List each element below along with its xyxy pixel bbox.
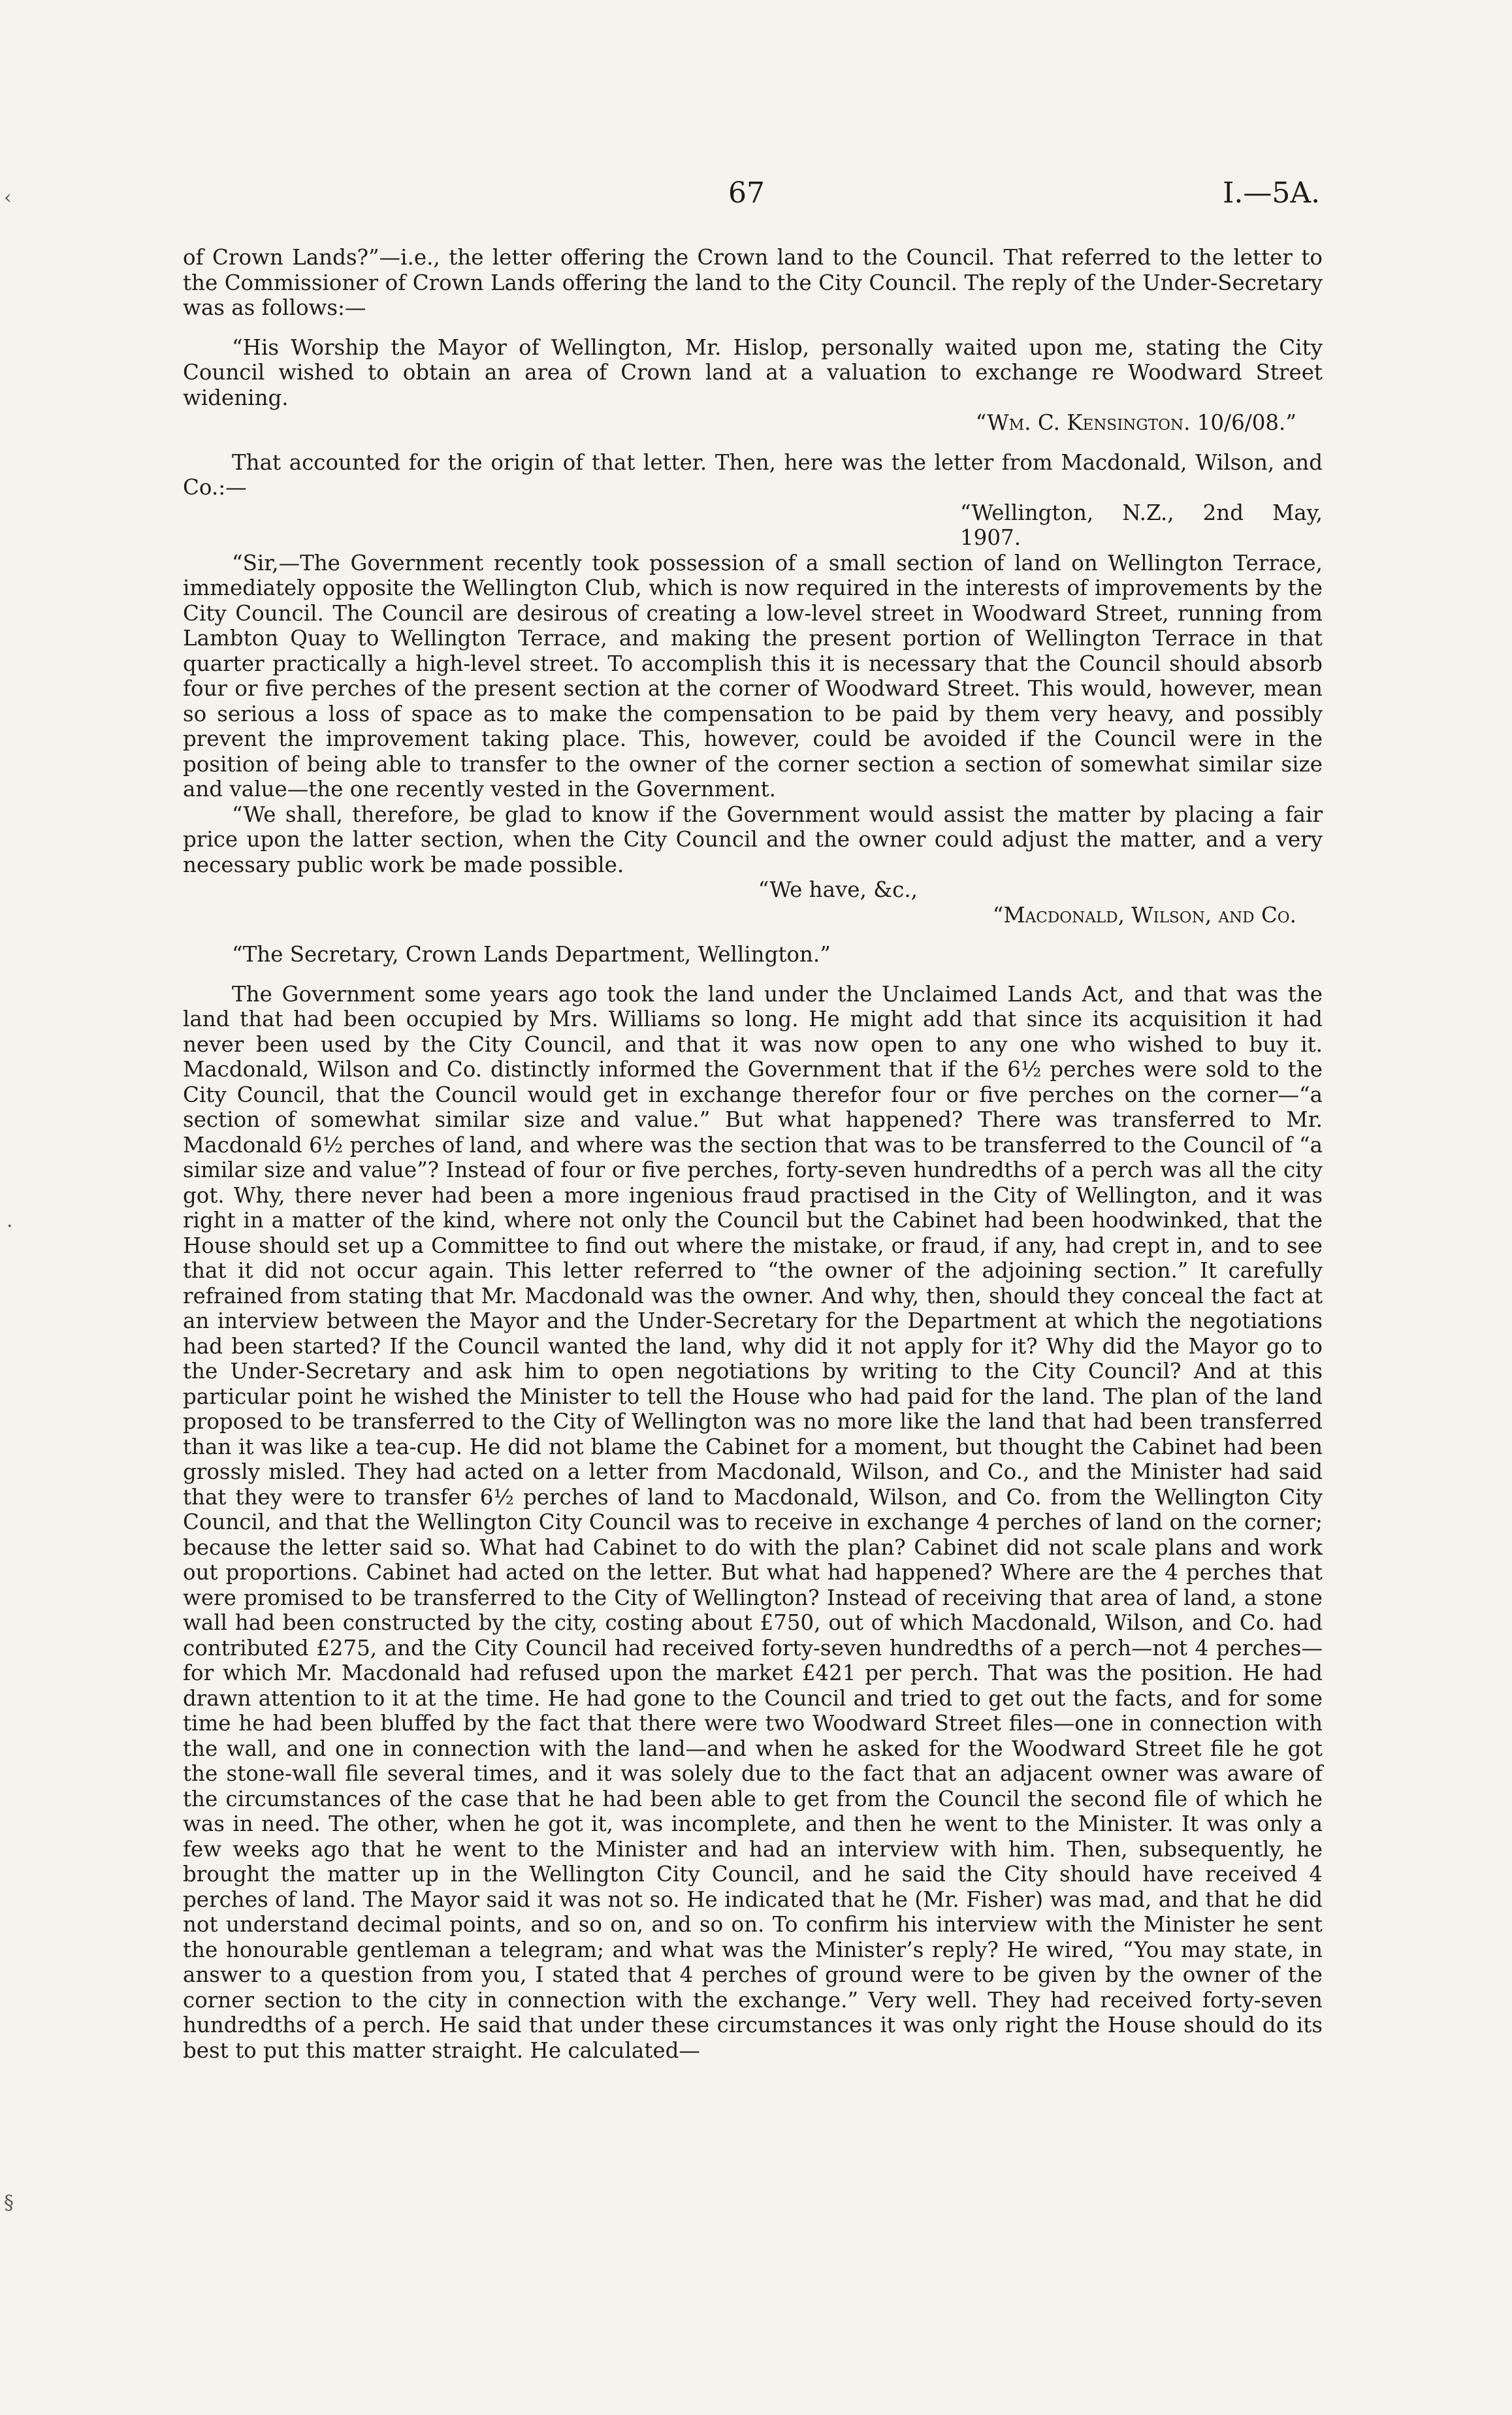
- margin-mark: ·: [7, 1215, 13, 1238]
- quoted-reply: “His Worship the Mayor of Wellington, Mr. Hislop, personally waited upon me, stating the City Council wished to obtain an area of Crown land at a valuation to exchange re Woodward Street widening.: [183, 334, 1323, 410]
- document-reference: I.—5A.: [1223, 176, 1321, 210]
- document-body: [183, 245, 1323, 2063]
- reply-signature: “Wm. C. Kensington. 10/6/08.”: [975, 410, 1296, 435]
- letter-signature: “Macdonald, Wilson, and Co.: [992, 902, 1296, 928]
- letter-closing: “We have, &c.,: [758, 877, 918, 902]
- letter-addressee: “The Secretary, Crown Lands Department, Wellington.”: [232, 942, 831, 967]
- paragraph: The Government some years ago took the land under the Unclaimed Lands Act, and that was the land that had been occupied by Mrs. Williams so long. He might add that since its acquisition it had never been used by the City Council, and that it was now open to any one who wished to buy it. Macdonald, Wilson and Co. distinctly informed the Government that if the 6½ perches were sold to the City Council, that the Council would get in exchange therefor four or five perches on the corner—“a section of somewhat similar size and value.” But what happened? There was transferred to Mr. Macdonald 6½ perches of land, and where was the section that was to be transferred to the Council of “a similar size and value”? Instead of four or five perches, forty-seven hundredths of a perch was all the city got. Why, there never had been a more ingenious fraud practised in the City of Wellington, and it was right in a matter of the kind, where not only the Council but the Cabinet had been hoodwinked, that the House should set up a Committee to find out where the mistake, or fraud, if any, had crept in, and to see that it did not occur again. This letter referred to “the owner of the adjoining section.” It carefully refrained from stating that Mr. Macdonald was the owner. And why, then, should they conceal the fact at an interview between the Mayor and the Under-Secretary for the Department at which the negotiations had been started? If the Council wanted the land, why did it not apply for it? Why did the Mayor go to the Under-Secretary and ask him to open negotiations by writing to the City Council? And at this particular point he wished the Minister to tell the House who had paid for the land. The plan of the land proposed to be transferred to the City of Wellington was no more like the land that had been transferred than it was like a tea-cup. He did not blame the Cabinet for a moment, but thought the Cabinet had been grossly misled. They had acted on a letter from Macdonald, Wilson, and Co., and the Minister had said that they were to transfer 6½ perches of land to Macdonald, Wilson, and Co. from the Wellington City Council, and that the Wellington City Council was to receive in exchange 4 perches of land on the corner; because the letter said so. What had Cabinet to do with the plan? Cabinet did not scale plans and work out proportions. Cabinet had acted on the letter. But what had happened? Where are the 4 perches that were promised to be transferred to the City of Wellington? Instead of receiving that area of land, a stone wall had been constructed by the city, costing about £750, out of which Macdonald, Wilson, and Co. had contributed £275, and the City Council had received forty-seven hundredths of a perch—not 4 perches—for which Mr. Macdonald had refused upon the market £421 per perch. That was the position. He had drawn attention to it at the time. He had gone to the Council and tried to get out the facts, and for some time he had been bluffed by the fact that there were two Woodward Street files—one in connection with the wall, and one in connection with the land—and when he asked for the Woodward Street file he got the stone-wall file several times, and it was solely due to the fact that an adjacent owner was aware of the circumstances of the case that he had been able to get from the Council the second file of which he was in need. The other, when he got it, was incomplete, and then he went to the Minister. It was only a few weeks ago that he went to the Minister and had an interview with him. Then, subsequently, he brought the matter up in the Wellington City Council, and he said the City should have received 4 perches of land. The Mayor said it was not so. He indicated that he (Mr. Fisher) was mad, and that he did not understand decimal points, and so on, and so on. To confirm his interview with the Minister he sent the honourable gentleman a telegram; and what was the Minister’s reply? He wired, “You may state, in answer to a question from you, I stated that 4 perches of ground were to be given by the owner of the corner section to the city in connection with the exchange.” Very well. They had received forty-seven hundredths of a perch. He said that under these circumstances it was only right the House should do its best to put this matter straight. He calculated—: [183, 981, 1323, 2063]
- letter-body: “Sir,—The Government recently took possession of a small section of land on Wellington Terrace, immediately opposite the Wellington Club, which is now required in the interests of improvements by the City Council. The Council are desirous of creating a low-level street in Woodward Street, running from Lambton Quay to Wellington Terrace, and making the present portion of Wellington Terrace in that quarter practically a high-level street. To accomplish this it is necessary that the Council should absorb four or five perches of the present section at the corner of Woodward Street. This would, however, mean so serious a loss of space as to make the compensation to be paid by them very heavy, and possibly prevent the improvement taking place. This, however, could be avoided if the Council were in the position of being able to transfer to the owner of the corner section a section of somewhat similar size and value—the one recently vested in the Government.: [183, 550, 1323, 802]
- margin-mark: §: [4, 2192, 14, 2214]
- letter-body: “We shall, therefore, be glad to know if the Government would assist the matter by placing a fair price upon the latter section, when the City Council and the owner could adjust the matter, and a very necessary public work be made possible.: [183, 802, 1323, 877]
- paragraph: That accounted for the origin of that letter. Then, here was the letter from Macdonald, Wilson, and Co.:—: [183, 449, 1323, 500]
- page-number: 67: [728, 176, 765, 210]
- margin-mark: ‹: [4, 186, 12, 209]
- continuation-paragraph: of Crown Lands?”—i.e., the letter offering the Crown land to the Council. That referred to the letter to the Commissioner of Crown Lands offering the land to the City Council. The reply of the Under-Secretary was as follows:—: [183, 245, 1323, 320]
- letter-dateline: “Wellington, N.Z., 2nd May, 1907.: [960, 500, 1323, 550]
